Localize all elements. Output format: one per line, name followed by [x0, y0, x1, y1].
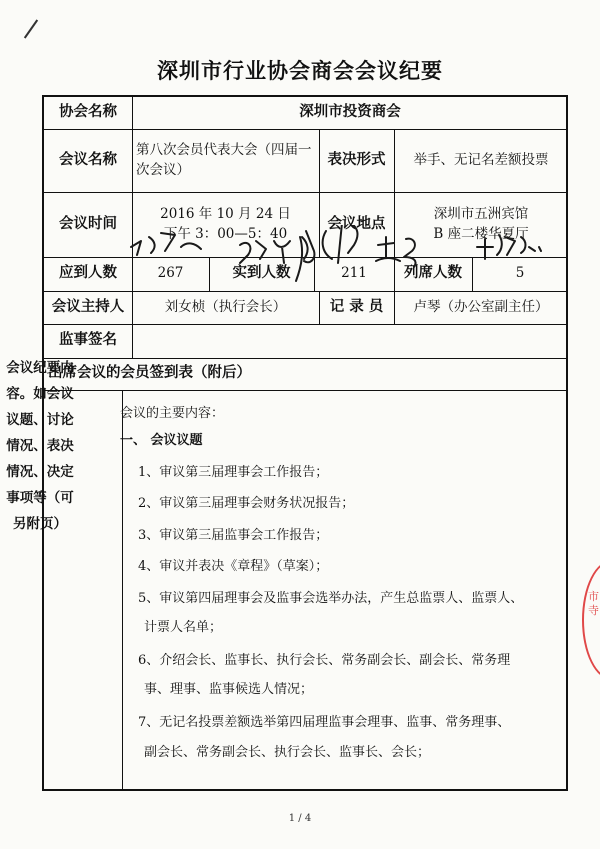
- recorder-value: 卢琴（办公室副主任）: [413, 298, 549, 315]
- meeting-time-label: 会议时间: [59, 215, 117, 232]
- vote-form-value: 举手、无记名差额投票: [413, 151, 549, 168]
- agenda-item-continuation: 副会长、常务副会长、执行会长、监事长、会长；: [144, 745, 431, 760]
- agenda-item-continuation: 事、理事、监事候选人情况；: [144, 682, 314, 697]
- red-seal-text: 市寺: [588, 590, 599, 617]
- corner-pen-mark: [24, 19, 38, 38]
- meeting-date: 2016 年 10 月 24 日: [160, 205, 291, 222]
- meeting-hours: 下午 3：00—5：40: [163, 225, 288, 242]
- vote-form-label: 表决形式: [327, 151, 386, 168]
- actual-count-value: 211: [341, 265, 367, 282]
- supervisor-signature-label: 监事签名: [59, 332, 117, 349]
- expected-count-label: 应到人数: [59, 265, 117, 282]
- expected-count-value: 267: [157, 265, 184, 282]
- summary-content-label: 会议纪要内容。如会议议题、讨论情况、表决情况、决定事项等（可另附页）: [6, 360, 74, 532]
- agenda-item: 1、审议第三届理事会工作报告；: [138, 465, 329, 480]
- meeting-name-value: 第八次会员代表大会（四届一次会议）: [136, 141, 312, 178]
- association-label: 协会名称: [59, 104, 117, 121]
- actual-count-label: 实到人数: [232, 265, 291, 282]
- meeting-room: B 座二楼华夏厅: [433, 225, 529, 242]
- attendance-sheet-label: 出席会议的会员签到表（附后）: [48, 365, 251, 382]
- host-label: 会议主持人: [51, 298, 125, 315]
- meeting-name-label: 会议名称: [59, 151, 117, 168]
- association-value: 深圳市投资商会: [299, 104, 401, 121]
- red-seal-stamp: [582, 560, 600, 680]
- observer-count-value: 5: [515, 265, 525, 282]
- agenda-item: 4、审议并表决《章程》（草案）；: [138, 559, 329, 574]
- agenda-item: 5、审议第四届理事会及监事会选举办法，产生总监票人、监票人、: [138, 591, 524, 606]
- meeting-venue: 深圳市五洲宾馆: [433, 205, 529, 222]
- recorder-label: 记 录 员: [329, 298, 384, 315]
- page-number: 1 / 4: [288, 813, 312, 824]
- content-heading: 会议的主要内容：: [120, 406, 225, 421]
- agenda-item: 6、介绍会长、监事长、执行会长、常务副会长、副会长、常务理: [138, 653, 511, 668]
- agenda-item: 2、审议第三届理事会财务状况报告；: [138, 496, 355, 511]
- meeting-place-label: 会议地点: [327, 215, 386, 232]
- agenda-item-continuation: 计票人名单；: [144, 620, 223, 635]
- observer-count-label: 列席人数: [404, 265, 462, 282]
- host-value: 刘女桢（执行会长）: [164, 298, 287, 315]
- section-topics-heading: 一、 会议议题: [120, 433, 203, 448]
- agenda-item: 7、无记名投票差额选举第四届理监事会理事、监事、常务理事、: [138, 715, 511, 730]
- supervisor-signatures: [95, 225, 555, 295]
- document-title: 深圳市行业协会商会会议纪要: [157, 58, 443, 83]
- agenda-item: 3、审议第三届监事会工作报告；: [138, 528, 329, 543]
